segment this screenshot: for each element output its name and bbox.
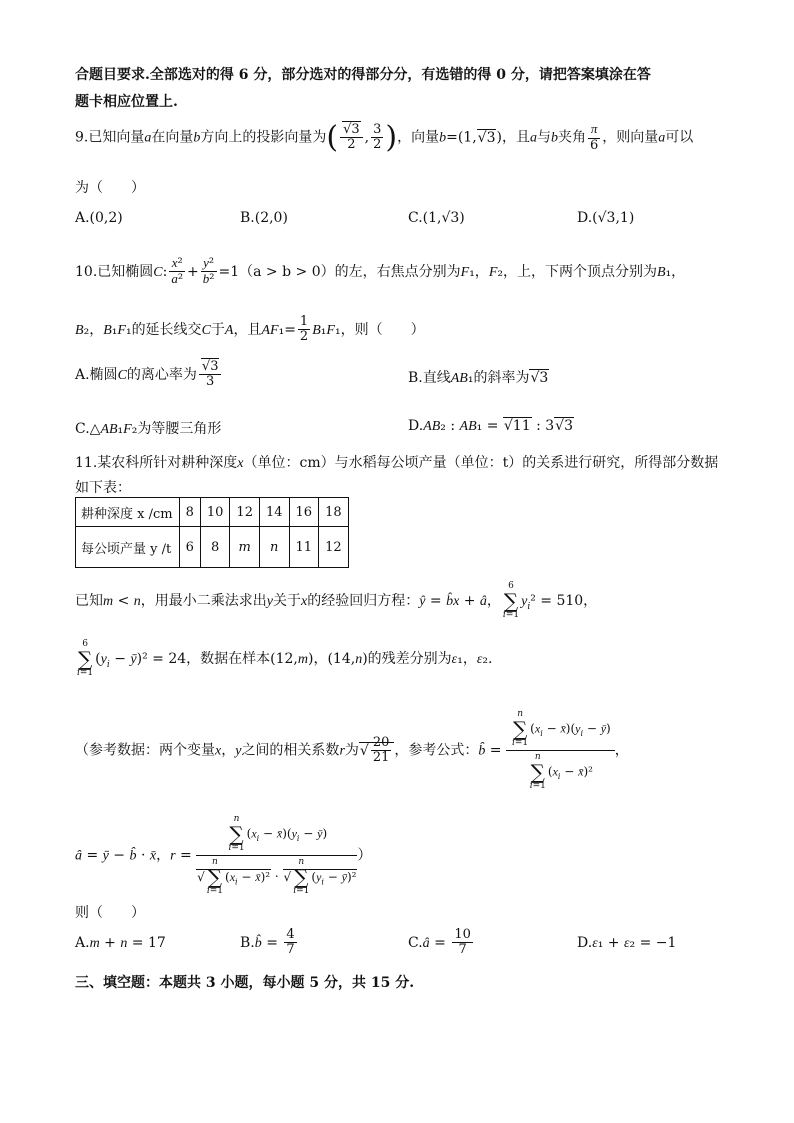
q10-option-b: B.直线AB₁的斜率为√3 xyxy=(408,370,549,386)
q10-option-d: D.AB₂ : AB₁ = √11 : 3√3 xyxy=(408,418,573,434)
q11-data-table xyxy=(75,497,349,568)
q11-reference-line-2: â = ȳ − b̂ · x̄，r = n ∑ $i=1(x_i$ − $x̄)(y_i$ − ȳ) √n ∑ $i=1(x_i$ − x̄)² · √n ∑ $i=1(y_i$ − ȳ)² ） xyxy=(75,814,372,896)
table-row xyxy=(76,498,349,527)
table-cell: n xyxy=(259,527,289,568)
header-line-1: 合题目要求.全部选对的得 6 分，部分选对的得部分分，有选错的得 0 分，请把答案填涂在答 xyxy=(75,67,651,83)
q9-option-b: B.(2,0) xyxy=(240,210,288,226)
q11-option-c: C.â = $\frac{10}{7}$ xyxy=(408,927,471,958)
table-cell: 18 xyxy=(319,498,349,527)
table-cell: 12 xyxy=(319,527,349,568)
q11-stem: 11.某农科所针对耕种深度x（单位：cm）与水稻每公顷产量（单位：t）的关系进行研究，所得部分数据 xyxy=(75,455,719,471)
q11-option-a: A.m + n = 17 xyxy=(75,935,166,951)
table-cell: 6 xyxy=(179,527,200,568)
q11-condition-line: 已知m < n，用最小二乘法求出y关于x的经验回归方程：ŷ = b̂x + â，6 ∑ $i=1y_i^2 = 510$， xyxy=(75,581,598,620)
table-cell: 10 xyxy=(200,498,230,527)
q11-option-b: B.b̂ = $\frac{4}{7}$ xyxy=(240,927,295,958)
q9-stem: 9.已知向量a在向量b方向上的投影向量为( $\frac{√3}{2}$ , $\frac{3}{2}$ )，向量b=(1,√3)，且a与b夹角 $\frac{\pi}{6}$ ，则向量a可以 xyxy=(75,120,694,155)
q11-condition-line-2: 6 ∑ $i=1(y_i$ − ȳ)² = 24，数据在样本(12,m)，(14,n)的残差分别为ε₁，ε₂. xyxy=(77,639,493,678)
q11-option-d: D.ε₁ + ε₂ = −1 xyxy=(577,935,677,951)
q11-stem-line-2: 如下表： xyxy=(75,480,131,496)
table-row-label: 每公顷产量 y /t xyxy=(76,527,180,568)
q9-stem-line-2: 为（ ） xyxy=(75,180,145,196)
table-cell: 16 xyxy=(289,498,319,527)
table-cell: 8 xyxy=(200,527,230,568)
table-cell: 14 xyxy=(259,498,289,527)
table-row-label: 耕种深度 x /cm xyxy=(76,498,180,527)
q10-option-c: C.△AB₁F₂为等腰三角形 xyxy=(75,421,222,437)
header-line-2: 题卡相应位置上. xyxy=(75,94,178,110)
q9-option-c: C.(1,√3) xyxy=(408,210,465,226)
table-cell: 11 xyxy=(289,527,319,568)
table-cell: 8 xyxy=(179,498,200,527)
q10-stem-line-2: B₂，B₁F₁的延长线交C于A，且AF₁= $\frac{1}{2}$ B₁F₁，则（ ） xyxy=(75,314,425,345)
q9-option-d: D.(√3,1) xyxy=(577,210,635,226)
table-cell: m xyxy=(230,527,260,568)
q9-option-a: A.(0,2) xyxy=(75,210,123,226)
q11-reference-line: （参考数据：两个变量x，y之间的相关系数r为√ $\frac{20}{21}$ ，参考公式：b̂ = n ∑ $i=1(x_i$ − $x̄)(y_i$ − ȳ) n ∑ $i=1(x_i$ − x̄)² ， xyxy=(75,709,629,791)
table-cell: 12 xyxy=(230,498,260,527)
section-3-heading: 三、填空题：本题共 3 小题，每小题 5 分，共 15 分. xyxy=(75,975,415,991)
q11-then: 则（ ） xyxy=(75,905,145,921)
q10-stem: 10.已知椭圆C: $\frac{\text{x²}}{\text{a²}}$ + $\frac{\text{y²}}{\text{b²}}$ =1（a > b > 0）的左，右焦点分别为F₁，F₂，上，下两个顶点分别为B₁， xyxy=(75,255,686,288)
q10-option-a: A.椭圆C的离心率为 $\frac{√3}{3}$ xyxy=(75,360,223,390)
table-row xyxy=(76,527,349,568)
